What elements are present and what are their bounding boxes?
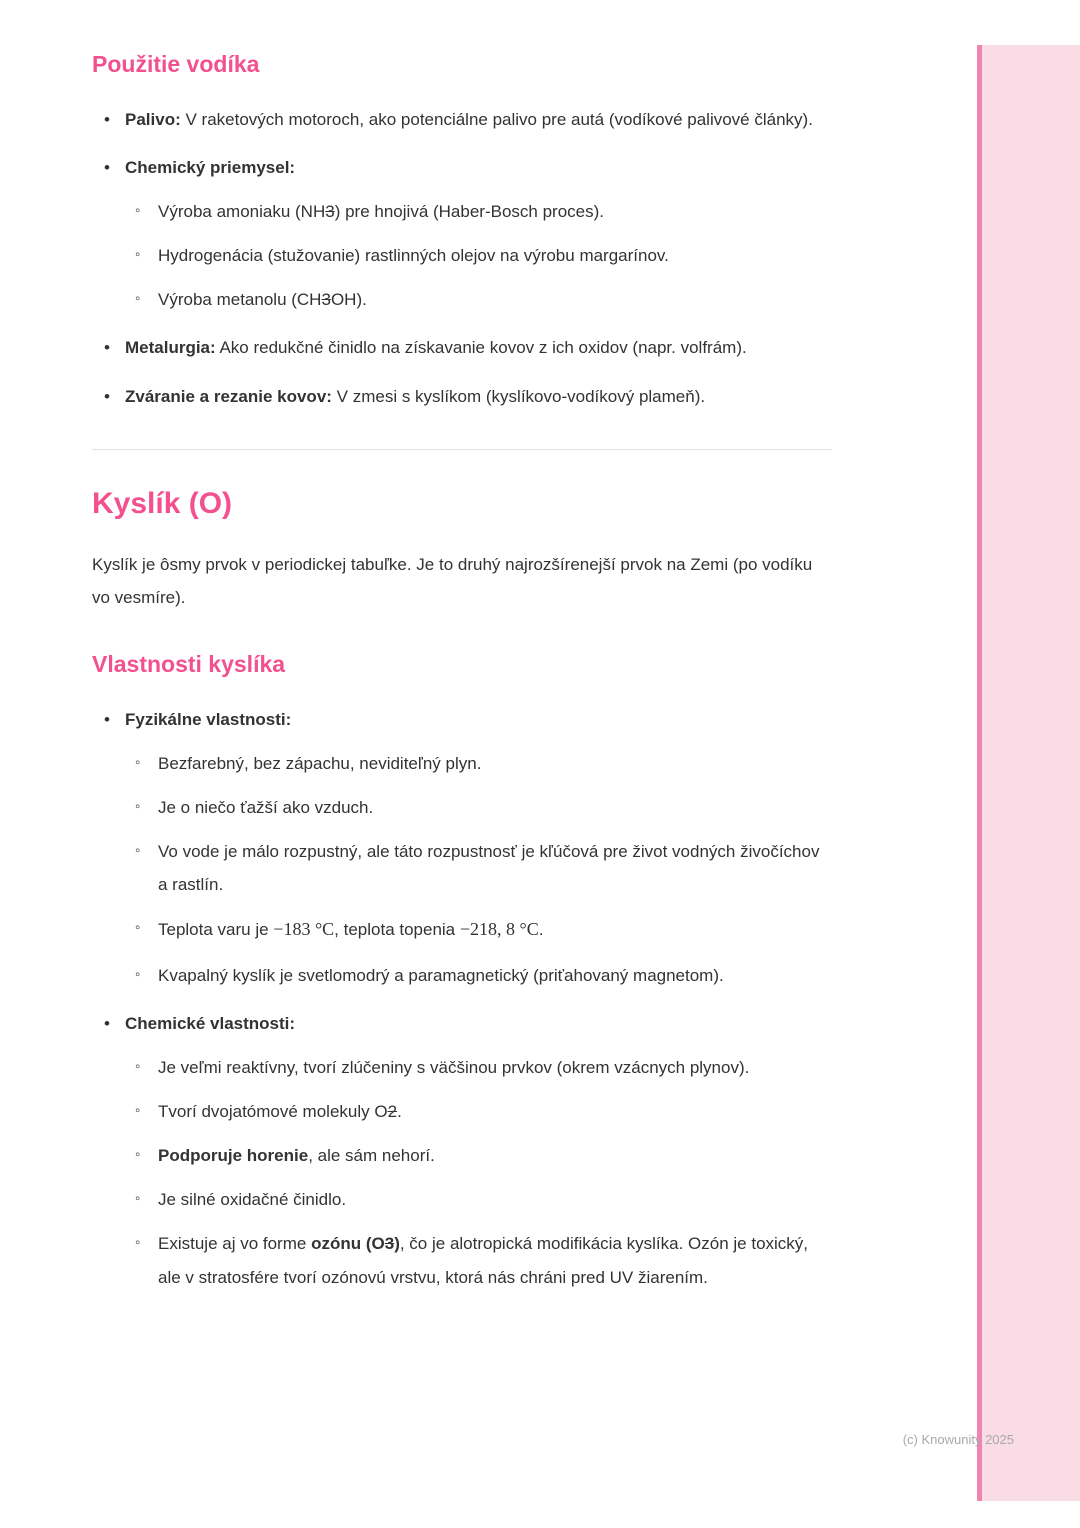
item-text: V zmesi s kyslíkom (kyslíkovo-vodíkový plameň). [331,386,706,406]
item-text: Výroba amoniaku (NH [158,202,326,222]
sub-list-item [125,912,832,947]
formula-subscript: 3 [321,290,331,310]
sub-list-item [125,239,832,272]
sub-list-item [125,1095,832,1128]
item-label: Podporuje horenie [158,1146,309,1166]
item-label: Chemické vlastnosti: [125,1013,296,1033]
item-text: ) pre hnojivá (Haber-Bosch proces). [334,202,604,222]
item-text: . [397,1101,402,1121]
item-text: Vo vode je málo rozpustný, ale táto rozpustnosť je kľúčová pre život vodných živočíchov a rastlín. [158,842,820,895]
sub-list-item [125,835,832,901]
disc-bullet-icon: • [104,1013,110,1033]
sub-list-item [125,195,832,228]
formula-subscript: 3 [384,1234,395,1254]
circle-bullet-icon: ◦ [135,1190,141,1208]
disc-bullet-icon: • [104,157,110,177]
sub-list-item [125,1183,832,1216]
item-label: ) [394,1234,400,1254]
sub-list-item [125,791,832,824]
item-text: Ako redukčné činidlo na získavanie kovov z ich oxidov (napr. volfrám). [215,338,747,358]
heading-oxygen-properties: Vlastnosti kyslíka [92,651,286,678]
circle-bullet-icon: ◦ [135,1234,141,1252]
heading-oxygen: Kyslík (O) [92,486,233,520]
circle-bullet-icon: ◦ [135,798,141,816]
sub-list-item [125,283,832,316]
disc-bullet-icon: • [104,709,110,729]
sub-list-item [125,959,832,992]
list-item-fyzikalne [92,703,832,992]
list-item-zvaranie [92,380,832,413]
item-label: Metalurgia: [125,338,216,358]
hydrogen-use-list [92,103,832,413]
item-text: Hydrogenácia (stužovanie) rastlinných olejov na výrobu margarínov. [158,246,669,266]
formula-subscript: 2 [387,1101,398,1121]
item-text: , čo je alotropická modifikácia kyslíka. Ozón je toxický, ale v stratosfére tvorí ozónovú vrstvu, ktorá nás chráni pred UV žiarením. [158,1234,809,1287]
oxygen-intro-paragraph: Kyslík je ôsmy prvok v periodickej tabuľke. Je to druhý najrozšírenejší prvok na Zemi (po vodíku vo vesmíre). [92,554,813,607]
temperature-value: −218, 8 °C [459,919,539,940]
item-text: Výroba metanolu (CH [158,290,322,310]
item-text: , ale sám nehorí. [308,1146,435,1166]
circle-bullet-icon: ◦ [135,202,141,220]
item-text: OH). [330,290,367,310]
sub-list-item [125,1139,832,1172]
circle-bullet-icon: ◦ [135,1146,141,1164]
disc-bullet-icon: • [104,386,110,406]
item-text: Kvapalný kyslík je svetlomodrý a paramagnetický (priťahovaný magnetom). [158,965,724,985]
item-text: Je veľmi reaktívny, tvorí zlúčeniny s väčšinou prvkov (okrem vzácnych plynov). [158,1057,750,1077]
item-text: . [538,920,544,940]
circle-bullet-icon: ◦ [135,246,141,264]
item-text: Je o niečo ťažší ako vzduch. [158,798,374,818]
temperature-value: −183 °C [273,919,335,940]
circle-bullet-icon: ◦ [135,290,141,308]
sub-list-item [125,1227,832,1293]
item-text: , teplota topenia [334,920,460,940]
heading-hydrogen-use: Použitie vodíka [92,51,260,77]
item-text: Tvorí dvojatómové molekuly O [158,1101,388,1121]
list-item-palivo [92,103,832,136]
section-divider [92,449,832,450]
formula-subscript: 3 [325,202,335,222]
disc-bullet-icon: • [104,338,110,358]
list-item-chemicky-priemysel [92,151,832,317]
item-label: Zváranie a rezanie kovov: [125,386,332,406]
item-text: Bezfarebný, bez zápachu, neviditeľný plyn. [158,753,482,773]
item-text: Existuje aj vo forme [158,1234,312,1254]
sub-list-item [125,747,832,780]
item-label: Palivo: [125,109,181,129]
circle-bullet-icon: ◦ [135,1101,141,1119]
circle-bullet-icon: ◦ [135,1057,141,1075]
list-item-metalurgia [92,331,832,364]
list-item-chemicke [92,1007,832,1294]
circle-bullet-icon: ◦ [135,919,141,937]
item-text: Teplota varu je [158,920,274,940]
item-label: Fyzikálne vlastnosti: [125,709,292,729]
item-label: ozónu (O [311,1234,385,1254]
circle-bullet-icon: ◦ [135,753,141,771]
item-text: Je silné oxidačné činidlo. [158,1190,347,1210]
circle-bullet-icon: ◦ [135,842,141,860]
oxygen-properties-list [92,703,832,1294]
circle-bullet-icon: ◦ [135,965,141,983]
item-label: Chemický priemysel: [125,157,296,177]
sub-list-item [125,1051,832,1084]
copyright-note: (c) Knowunity 2025 [902,1431,1014,1447]
disc-bullet-icon: • [104,109,110,129]
item-text: V raketových motoroch, ako potenciálne palivo pre autá (vodíkové palivové články). [180,109,813,129]
